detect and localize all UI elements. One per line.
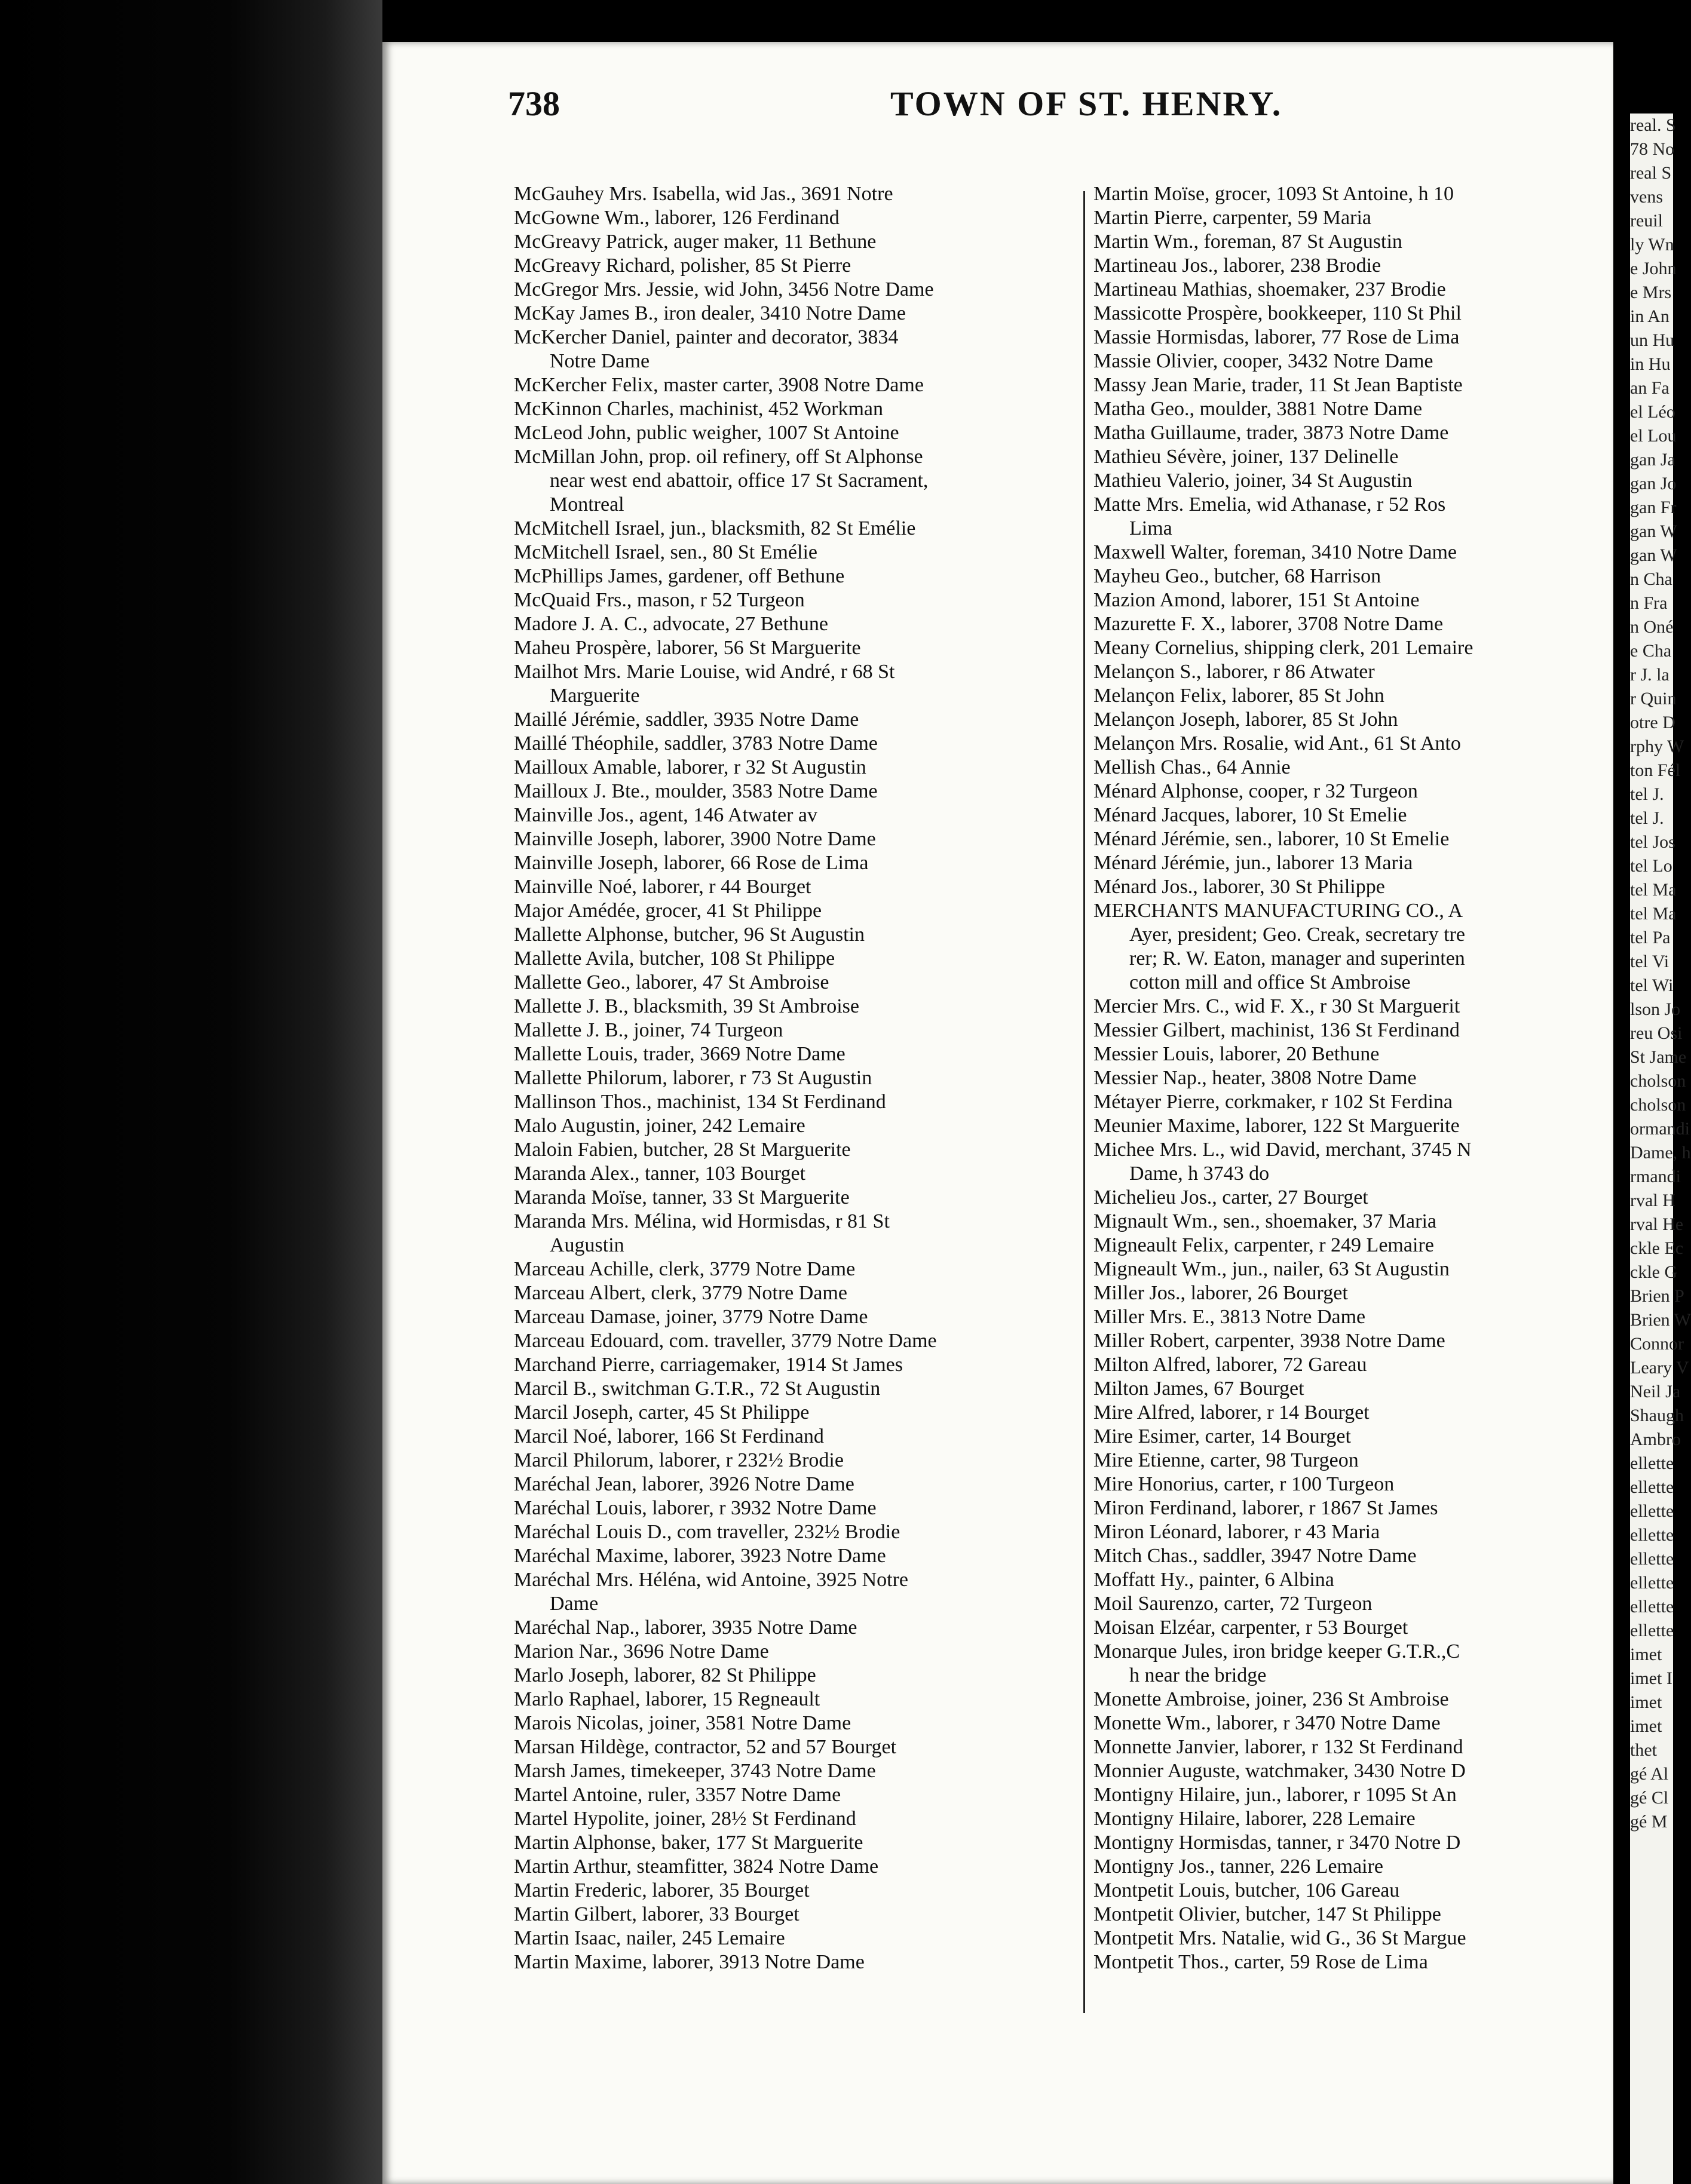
directory-entry: Mailloux J. Bte., moulder, 3583 Notre Dame — [514, 780, 878, 802]
directory-entry: Mainville Joseph, laborer, 66 Rose de Lima — [514, 852, 869, 874]
next-page-fragment: n Oné — [1630, 617, 1674, 637]
directory-entry: Montigny Hormisdas, tanner, r 3470 Notre D — [1093, 1832, 1461, 1854]
directory-entry-continuation: rer; R. W. Eaton, manager and superinten — [1129, 947, 1465, 970]
directory-entry: Marceau Achille, clerk, 3779 Notre Dame — [514, 1258, 856, 1280]
next-page-fragment: Brien W — [1630, 1310, 1691, 1330]
next-page-fragment: otre D — [1630, 713, 1675, 732]
next-page-fragment: Neil Ja — [1630, 1382, 1681, 1401]
directory-entry: Martin Isaac, nailer, 245 Lemaire — [514, 1927, 785, 1949]
next-page-fragment: gan Fr — [1630, 498, 1677, 517]
next-page-fragment: e Cha — [1630, 641, 1672, 661]
directory-entry: McPhillips James, gardener, off Bethune — [514, 565, 845, 587]
directory-entry: Montigny Hilaire, laborer, 228 Lemaire — [1093, 1808, 1416, 1830]
directory-entry: Marlo Raphael, laborer, 15 Regneault — [514, 1688, 820, 1710]
next-page-fragment: ellette — [1630, 1453, 1674, 1473]
directory-entry: Mailhot Mrs. Marie Louise, wid André, r 68 St — [514, 661, 895, 683]
right-column — [1093, 182, 1601, 1974]
directory-entry: Major Amédée, grocer, 41 St Philippe — [514, 900, 822, 922]
next-page-fragment: tel Vi — [1630, 952, 1669, 971]
next-page-fragment: gé Cl — [1630, 1788, 1669, 1808]
next-page-fragment: tel Ma — [1630, 904, 1677, 924]
directory-entry-continuation: cotton mill and office St Ambroise — [1129, 971, 1411, 993]
directory-entry: McKercher Daniel, painter and decorator, 3834 — [514, 326, 899, 348]
directory-entry: Maxwell Walter, foreman, 3410 Notre Dame — [1093, 541, 1457, 563]
directory-entry: Mallette Alphonse, butcher, 96 St Augustin — [514, 924, 865, 946]
directory-entry: Mallette Philorum, laborer, r 73 St Augustin — [514, 1067, 872, 1089]
directory-entry: Miller Robert, carpenter, 3938 Notre Dame — [1093, 1330, 1445, 1352]
directory-entry: Matha Guillaume, trader, 3873 Notre Dame — [1093, 422, 1449, 444]
next-page-fragment: 78 No — [1630, 139, 1675, 159]
directory-entry: Maréchal Mrs. Héléna, wid Antoine, 3925 Notre — [514, 1569, 908, 1591]
next-page-fragment: Ambro — [1630, 1430, 1681, 1449]
next-page-edge — [1630, 114, 1691, 2184]
next-page-fragment: rval He — [1630, 1214, 1684, 1234]
directory-entry: Mathieu Sévère, joiner, 137 Delinelle — [1093, 446, 1399, 468]
directory-entry: Messier Louis, laborer, 20 Bethune — [1093, 1043, 1380, 1065]
directory-entry: Maréchal Louis, laborer, r 3932 Notre Dame — [514, 1497, 877, 1519]
next-page-fragment: imet — [1630, 1692, 1662, 1712]
scan-dark-margin — [0, 0, 382, 2184]
directory-entry: Montigny Jos., tanner, 226 Lemaire — [1093, 1855, 1383, 1878]
directory-entry: Montpetit Olivier, butcher, 147 St Philippe — [1093, 1903, 1441, 1925]
directory-entry: Massie Olivier, cooper, 3432 Notre Dame — [1093, 350, 1433, 372]
next-page-fragment: el Lou — [1630, 426, 1677, 446]
directory-entry: Meunier Maxime, laborer, 122 St Marguerite — [1093, 1115, 1460, 1137]
directory-entry: Mallette Avila, butcher, 108 St Philippe — [514, 947, 835, 970]
directory-entry: McKercher Felix, master carter, 3908 Notre Dame — [514, 374, 924, 396]
next-page-fragment: Leary V — [1630, 1358, 1689, 1378]
directory-entry: Mainville Joseph, laborer, 3900 Notre Dame — [514, 828, 876, 850]
next-page-fragment: ellette — [1630, 1549, 1674, 1569]
next-page-fragment: thet — [1630, 1740, 1657, 1760]
next-page-fragment: in Hu — [1630, 354, 1671, 374]
directory-entry: Massy Jean Marie, trader, 11 St Jean Baptiste — [1093, 374, 1463, 396]
directory-entry: Marois Nicolas, joiner, 3581 Notre Dame — [514, 1712, 851, 1734]
directory-entry: McMillan John, prop. oil refinery, off St Alphonse — [514, 446, 923, 468]
directory-entry: Maranda Mrs. Mélina, wid Hormisdas, r 81 St — [514, 1210, 890, 1232]
next-page-fragment: gan Ja — [1630, 450, 1675, 470]
directory-entry: Ménard Jacques, laborer, 10 St Emelie — [1093, 804, 1407, 826]
directory-entry: Maréchal Maxime, laborer, 3923 Notre Dame — [514, 1545, 886, 1567]
next-page-fragment: gan W — [1630, 545, 1677, 565]
next-page-fragment: Brien P — [1630, 1286, 1684, 1306]
directory-entry: Moffatt Hy., painter, 6 Albina — [1093, 1569, 1334, 1591]
next-page-fragment: real S — [1630, 163, 1672, 183]
next-page-fragment: r Quin — [1630, 689, 1677, 708]
directory-entry: McGreavy Richard, polisher, 85 St Pierre — [514, 254, 851, 277]
directory-entry: Mallinson Thos., machinist, 134 St Ferdinand — [514, 1091, 886, 1113]
directory-entry: Massie Hormisdas, laborer, 77 Rose de Lima — [1093, 326, 1460, 348]
directory-entry: Melançon S., laborer, r 86 Atwater — [1093, 661, 1375, 683]
next-page-fragment: e John — [1630, 259, 1677, 278]
directory-entry: Migneault Felix, carpenter, r 249 Lemaire — [1093, 1234, 1434, 1256]
directory-entry: Ménard Alphonse, cooper, r 32 Turgeon — [1093, 780, 1418, 802]
directory-entry: Messier Gilbert, machinist, 136 St Ferdinand — [1093, 1019, 1460, 1041]
directory-entry: Monnette Janvier, laborer, r 132 St Ferdinand — [1093, 1736, 1463, 1758]
directory-entry: Mercier Mrs. C., wid F. X., r 30 St Marguerit — [1093, 995, 1460, 1017]
directory-entry-continuation: near west end abattoir, office 17 St Sacrament, — [550, 470, 929, 492]
next-page-fragment: ellette — [1630, 1597, 1674, 1616]
directory-entry-continuation: h near the bridge — [1129, 1664, 1267, 1686]
next-page-fragment: gé Al — [1630, 1764, 1669, 1784]
directory-entry: Monarque Jules, iron bridge keeper G.T.R.,C — [1093, 1640, 1460, 1662]
directory-entry: Marion Nar., 3696 Notre Dame — [514, 1640, 769, 1662]
next-page-fragment: vens — [1630, 187, 1663, 207]
directory-entry: Marcil Philorum, laborer, r 232½ Brodie — [514, 1449, 844, 1471]
directory-entry: Moil Saurenzo, carter, 72 Turgeon — [1093, 1593, 1373, 1615]
directory-entry: Mellish Chas., 64 Annie — [1093, 756, 1291, 778]
directory-entry: Martin Maxime, laborer, 3913 Notre Dame — [514, 1951, 865, 1973]
directory-entry: Miller Mrs. E., 3813 Notre Dame — [1093, 1306, 1366, 1328]
directory-entry-continuation: Dame — [550, 1593, 599, 1615]
next-page-fragment: ckle Ec — [1630, 1238, 1684, 1258]
next-page-fragment: ly Wn — [1630, 235, 1674, 254]
directory-entry: Monnier Auguste, watchmaker, 3430 Notre D — [1093, 1760, 1466, 1782]
directory-entry: McKay James B., iron dealer, 3410 Notre Dame — [514, 302, 906, 324]
directory-entry: Messier Nap., heater, 3808 Notre Dame — [1093, 1067, 1417, 1089]
next-page-fragment: tel Wi — [1630, 976, 1674, 995]
next-page-fragment: imet I — [1630, 1668, 1672, 1688]
directory-entry: Martin Arthur, steamfitter, 3824 Notre Dame — [514, 1855, 879, 1878]
directory-entry: Martin Pierre, carpenter, 59 Maria — [1093, 207, 1371, 229]
next-page-fragment: tel J. — [1630, 784, 1664, 804]
directory-entry: MERCHANTS MANUFACTURING CO., A — [1093, 900, 1463, 922]
directory-entry: Marcil B., switchman G.T.R., 72 St Augustin — [514, 1378, 881, 1400]
directory-entry: Marsan Hildège, contractor, 52 and 57 Bourget — [514, 1736, 897, 1758]
page-header — [508, 84, 1554, 137]
directory-entry: Matha Geo., moulder, 3881 Notre Dame — [1093, 398, 1423, 420]
directory-entry-continuation: Augustin — [550, 1234, 624, 1256]
next-page-fragment: lson Jo — [1630, 999, 1681, 1019]
directory-entry: Milton Alfred, laborer, 72 Gareau — [1093, 1354, 1367, 1376]
next-page-fragment: ckle G — [1630, 1262, 1678, 1282]
next-page-fragment: n Fra — [1630, 593, 1668, 613]
next-page-fragment: reu Osi — [1630, 1023, 1683, 1043]
directory-entry: Montpetit Louis, butcher, 106 Gareau — [1093, 1879, 1400, 1901]
next-page-fragment: gan W — [1630, 522, 1677, 541]
directory-entry: Melançon Mrs. Rosalie, wid Ant., 61 St Anto — [1093, 732, 1461, 754]
directory-entry: Maillé Théophile, saddler, 3783 Notre Dame — [514, 732, 878, 754]
directory-entry: Marlo Joseph, laborer, 82 St Philippe — [514, 1664, 816, 1686]
directory-entry: Mallette J. B., blacksmith, 39 St Ambroise — [514, 995, 859, 1017]
directory-entry: Mire Honorius, carter, r 100 Turgeon — [1093, 1473, 1395, 1495]
next-page-fragment: cholson — [1630, 1095, 1686, 1115]
directory-entry: Michelieu Jos., carter, 27 Bourget — [1093, 1186, 1368, 1208]
directory-entry: Miller Jos., laborer, 26 Bourget — [1093, 1282, 1348, 1304]
directory-entry: Maréchal Jean, laborer, 3926 Notre Dame — [514, 1473, 854, 1495]
next-page-fragment: tel Ma — [1630, 880, 1677, 900]
directory-entry: Monette Wm., laborer, r 3470 Notre Dame — [1093, 1712, 1441, 1734]
directory-entry: Mire Alfred, laborer, r 14 Bourget — [1093, 1401, 1370, 1424]
directory-entry: Montpetit Mrs. Natalie, wid G., 36 St Margue — [1093, 1927, 1466, 1949]
directory-entry: Maillé Jérémie, saddler, 3935 Notre Dame — [514, 708, 859, 731]
directory-entry: Maheu Prospère, laborer, 56 St Marguerite — [514, 637, 861, 659]
directory-entry: Martin Frederic, laborer, 35 Bourget — [514, 1879, 810, 1901]
directory-entry: Mainville Jos., agent, 146 Atwater av — [514, 804, 818, 826]
next-page-fragment: ellette — [1630, 1501, 1674, 1521]
directory-entry: Marsh James, timekeeper, 3743 Notre Dame — [514, 1760, 876, 1782]
next-page-fragment: un Hu — [1630, 330, 1675, 350]
next-page-fragment: an Fa — [1630, 378, 1669, 398]
directory-entry: Madore J. A. C., advocate, 27 Bethune — [514, 613, 828, 635]
directory-entry: Maloin Fabien, butcher, 28 St Marguerite — [514, 1139, 851, 1161]
directory-entry-continuation: Lima — [1129, 517, 1172, 539]
directory-entry: Martineau Jos., laborer, 238 Brodie — [1093, 254, 1381, 277]
directory-entry: Marchand Pierre, carriagemaker, 1914 St James — [514, 1354, 903, 1376]
directory-entry-continuation: Marguerite — [550, 685, 640, 707]
directory-entry: McMitchell Israel, jun., blacksmith, 82 St Emélie — [514, 517, 916, 539]
next-page-fragment: rphy W — [1630, 737, 1684, 756]
directory-entry: Maranda Moïse, tanner, 33 St Marguerite — [514, 1186, 850, 1208]
page-number: 738 — [508, 84, 560, 123]
page-title: TOWN OF ST. HENRY. — [890, 84, 1283, 123]
directory-entry: Mayheu Geo., butcher, 68 Harrison — [1093, 565, 1381, 587]
directory-entry: McGauhey Mrs. Isabella, wid Jas., 3691 Notre — [514, 183, 893, 205]
directory-entry: Milton James, 67 Bourget — [1093, 1378, 1304, 1400]
directory-entry: Marceau Edouard, com. traveller, 3779 Notre Dame — [514, 1330, 937, 1352]
directory-entry: Melançon Joseph, laborer, 85 St John — [1093, 708, 1398, 731]
directory-entry: Mailloux Amable, laborer, r 32 St Augustin — [514, 756, 866, 778]
directory-entry: Mallette Geo., laborer, 47 St Ambroise — [514, 971, 829, 993]
next-page-fragment: imet — [1630, 1716, 1662, 1736]
next-page-fragment: el Léo — [1630, 402, 1675, 422]
directory-entry: McQuaid Frs., mason, r 52 Turgeon — [514, 589, 805, 611]
directory-entry: Massicotte Prospère, bookkeeper, 110 St Phil — [1093, 302, 1462, 324]
directory-entry-continuation: Dame, h 3743 do — [1129, 1162, 1270, 1185]
directory-entry: Moisan Elzéar, carpenter, r 53 Bourget — [1093, 1616, 1408, 1639]
next-page-fragment: imet — [1630, 1645, 1662, 1664]
directory-page — [382, 42, 1613, 2184]
directory-entry: Martin Wm., foreman, 87 St Augustin — [1093, 231, 1402, 253]
directory-entry: Maréchal Louis D., com traveller, 232½ Brodie — [514, 1521, 900, 1543]
next-page-fragment: n Cha — [1630, 569, 1672, 589]
directory-entry: McMitchell Israel, sen., 80 St Emélie — [514, 541, 817, 563]
directory-entry: Melançon Felix, laborer, 85 St John — [1093, 685, 1384, 707]
directory-entry: Montpetit Thos., carter, 59 Rose de Lima — [1093, 1951, 1428, 1973]
directory-entry: Michee Mrs. L., wid David, merchant, 3745 N — [1093, 1139, 1472, 1161]
next-page-fragment: Dame, h — [1630, 1143, 1691, 1162]
column-divider — [1083, 191, 1085, 2013]
next-page-fragment: ellette — [1630, 1621, 1674, 1640]
directory-entry: Monette Ambroise, joiner, 236 St Ambroise — [1093, 1688, 1449, 1710]
directory-entry: Marcil Noé, laborer, 166 St Ferdinand — [514, 1425, 824, 1447]
directory-entry: Métayer Pierre, corkmaker, r 102 St Ferdina — [1093, 1091, 1453, 1113]
directory-entry: Mallette Louis, trader, 3669 Notre Dame — [514, 1043, 846, 1065]
directory-entry: Montigny Hilaire, jun., laborer, r 1095 St An — [1093, 1784, 1457, 1806]
next-page-fragment: ellette — [1630, 1525, 1674, 1545]
directory-entry: Miron Ferdinand, laborer, r 1867 St James — [1093, 1497, 1438, 1519]
directory-entry: Malo Augustin, joiner, 242 Lemaire — [514, 1115, 805, 1137]
directory-entry: McGregor Mrs. Jessie, wid John, 3456 Notre Dame — [514, 278, 934, 300]
directory-entry: Ménard Jérémie, sen., laborer, 10 St Emelie — [1093, 828, 1450, 850]
directory-entry: Martin Moïse, grocer, 1093 St Antoine, h 10 — [1093, 183, 1454, 205]
directory-entry: Matte Mrs. Emelia, wid Athanase, r 52 Ros — [1093, 493, 1446, 516]
next-page-fragment: Connor — [1630, 1334, 1684, 1354]
directory-entry: Marcil Joseph, carter, 45 St Philippe — [514, 1401, 810, 1424]
next-page-fragment: r J. la — [1630, 665, 1669, 685]
directory-entry: Martin Alphonse, baker, 177 St Marguerite — [514, 1832, 863, 1854]
directory-entry: Meany Cornelius, shipping clerk, 201 Lemaire — [1093, 637, 1474, 659]
directory-entry: Mignault Wm., sen., shoemaker, 37 Maria — [1093, 1210, 1436, 1232]
next-page-fragment: tel J. — [1630, 808, 1664, 828]
directory-entry: Maréchal Nap., laborer, 3935 Notre Dame — [514, 1616, 857, 1639]
directory-entry: Martineau Mathias, shoemaker, 237 Brodie — [1093, 278, 1446, 300]
next-page-fragment: rmandi — [1630, 1167, 1681, 1186]
next-page-fragment: cholson — [1630, 1071, 1686, 1091]
directory-entry-continuation: Notre Dame — [550, 350, 650, 372]
directory-entry: Marceau Damase, joiner, 3779 Notre Dame — [514, 1306, 868, 1328]
left-column — [514, 182, 1186, 1974]
directory-entry: McGowne Wm., laborer, 126 Ferdinand — [514, 207, 840, 229]
next-page-fragment: tel Pa — [1630, 928, 1671, 947]
directory-entry: Migneault Wm., jun., nailer, 63 St Augustin — [1093, 1258, 1450, 1280]
directory-entry: Ménard Jos., laborer, 30 St Philippe — [1093, 876, 1385, 898]
directory-entry: Ménard Jérémie, jun., laborer 13 Maria — [1093, 852, 1413, 874]
directory-entry: McKinnon Charles, machinist, 452 Workman — [514, 398, 883, 420]
directory-entry: Mathieu Valerio, joiner, 34 St Augustin — [1093, 470, 1413, 492]
directory-entry: Miron Léonard, laborer, r 43 Maria — [1093, 1521, 1380, 1543]
directory-entry: Martel Hypolite, joiner, 28½ St Ferdinand — [514, 1808, 856, 1830]
next-page-fragment: in An — [1630, 306, 1669, 326]
next-page-fragment: ton Fél — [1630, 760, 1681, 780]
directory-entry: Mire Etienne, carter, 98 Turgeon — [1093, 1449, 1359, 1471]
next-page-fragment: rval H — [1630, 1191, 1675, 1210]
directory-entry-continuation: Montreal — [550, 493, 624, 516]
next-page-fragment: gé M — [1630, 1812, 1668, 1832]
next-page-fragment: ellette — [1630, 1573, 1674, 1593]
directory-entry: Mazurette F. X., laborer, 3708 Notre Dame — [1093, 613, 1444, 635]
next-page-fragment: Shaugh — [1630, 1406, 1684, 1425]
next-page-fragment: tel Lo — [1630, 856, 1672, 876]
next-page-fragment: ormandi — [1630, 1119, 1690, 1139]
next-page-fragment: St Jame — [1630, 1047, 1687, 1067]
directory-entry: Mainville Noé, laborer, r 44 Bourget — [514, 876, 811, 898]
directory-entry: Maranda Alex., tanner, 103 Bourget — [514, 1162, 806, 1185]
next-page-fragment: gan Jo — [1630, 474, 1677, 493]
next-page-fragment: reuil — [1630, 211, 1663, 231]
directory-entry: Martel Antoine, ruler, 3357 Notre Dame — [514, 1784, 841, 1806]
directory-entry: Martin Gilbert, laborer, 33 Bourget — [514, 1903, 799, 1925]
next-page-fragment: e Mrs — [1630, 283, 1672, 302]
directory-entry: Mire Esimer, carter, 14 Bourget — [1093, 1425, 1351, 1447]
directory-entry-continuation: Ayer, president; Geo. Creak, secretary tre — [1129, 924, 1465, 946]
directory-entry: Mazion Amond, laborer, 151 St Antoine — [1093, 589, 1420, 611]
next-page-fragment: ellette — [1630, 1477, 1674, 1497]
directory-entry: Mitch Chas., saddler, 3947 Notre Dame — [1093, 1545, 1417, 1567]
directory-entry: McLeod John, public weigher, 1007 St Antoine — [514, 422, 899, 444]
next-page-fragment: tel Jos — [1630, 832, 1675, 852]
directory-entry: Mallette J. B., joiner, 74 Turgeon — [514, 1019, 783, 1041]
directory-entry: McGreavy Patrick, auger maker, 11 Bethune — [514, 231, 877, 253]
binding-gutter — [1613, 0, 1630, 2184]
next-page-fragment: real. S — [1630, 115, 1676, 135]
directory-entry: Marceau Albert, clerk, 3779 Notre Dame — [514, 1282, 847, 1304]
